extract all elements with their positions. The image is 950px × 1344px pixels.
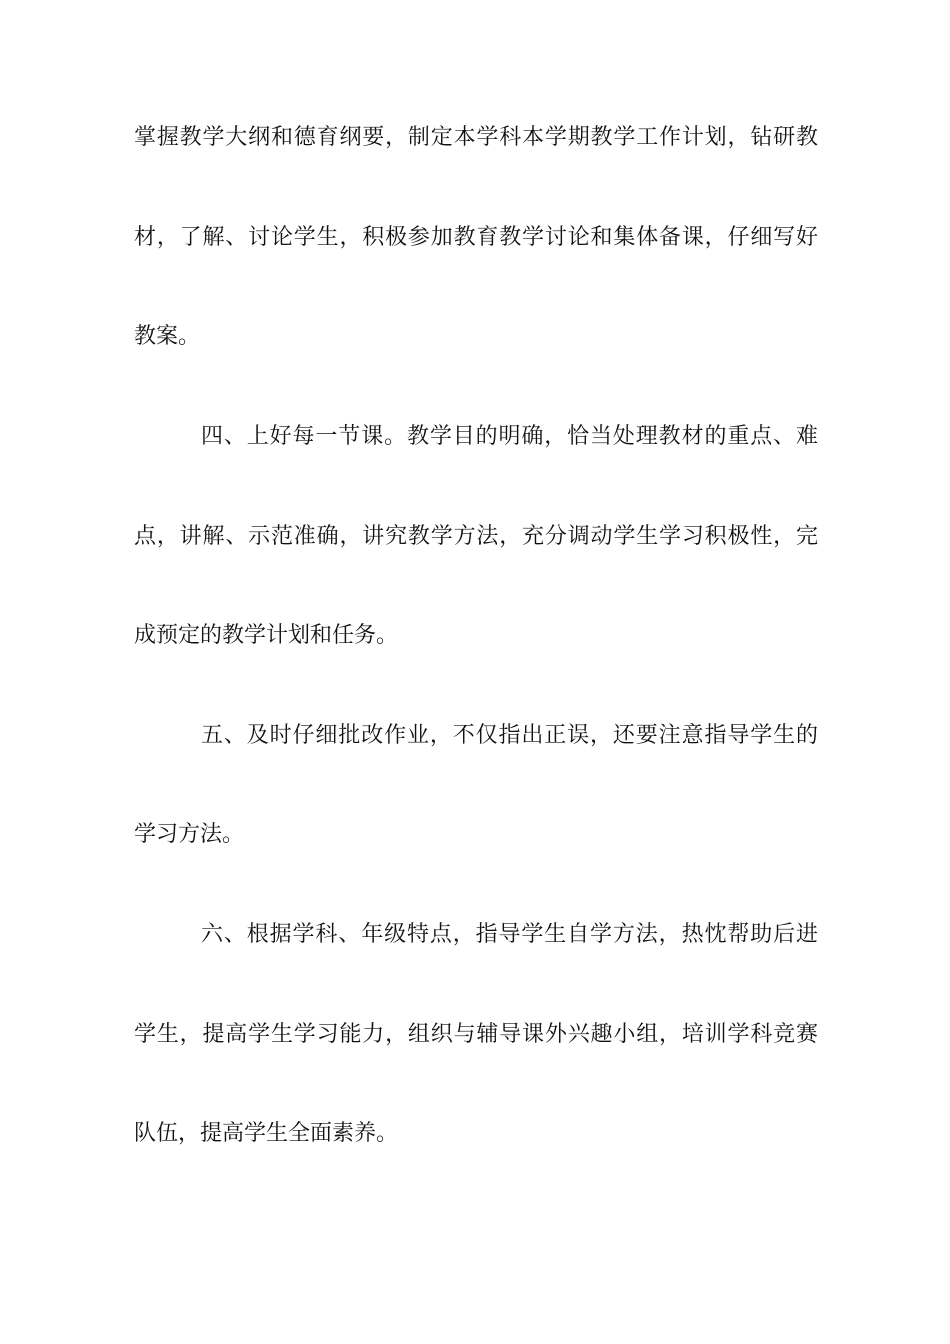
text-line: 材，了解、讨论学生，积极参加教育教学讨论和集体备课，仔细写好 <box>134 225 818 250</box>
text-line: 队伍，提高学生全面素养。 <box>134 1121 399 1146</box>
paragraph-heading-line: 五、及时仔细批改作业，不仅指出正误，还要注意指导学生的 <box>201 723 818 748</box>
paragraph-heading-line: 四、上好每一节课。教学目的明确，恰当处理教材的重点、难 <box>201 424 818 449</box>
text-line: 成预定的教学计划和任务。 <box>134 623 399 648</box>
text-line: 掌握教学大纲和德育纲要，制定本学科本学期教学工作计划，钻研教 <box>134 125 818 150</box>
paragraph-heading-line: 六、根据学科、年级特点，指导学生自学方法，热忱帮助后进 <box>201 922 818 947</box>
text-line: 点，讲解、示范准确，讲究教学方法，充分调动学生学习积极性，完 <box>134 524 818 549</box>
text-line: 学习方法。 <box>134 822 245 847</box>
text-line: 教案。 <box>134 324 201 349</box>
text-line: 学生，提高学生学习能力，组织与辅导课外兴趣小组，培训学科竞赛 <box>134 1022 818 1047</box>
